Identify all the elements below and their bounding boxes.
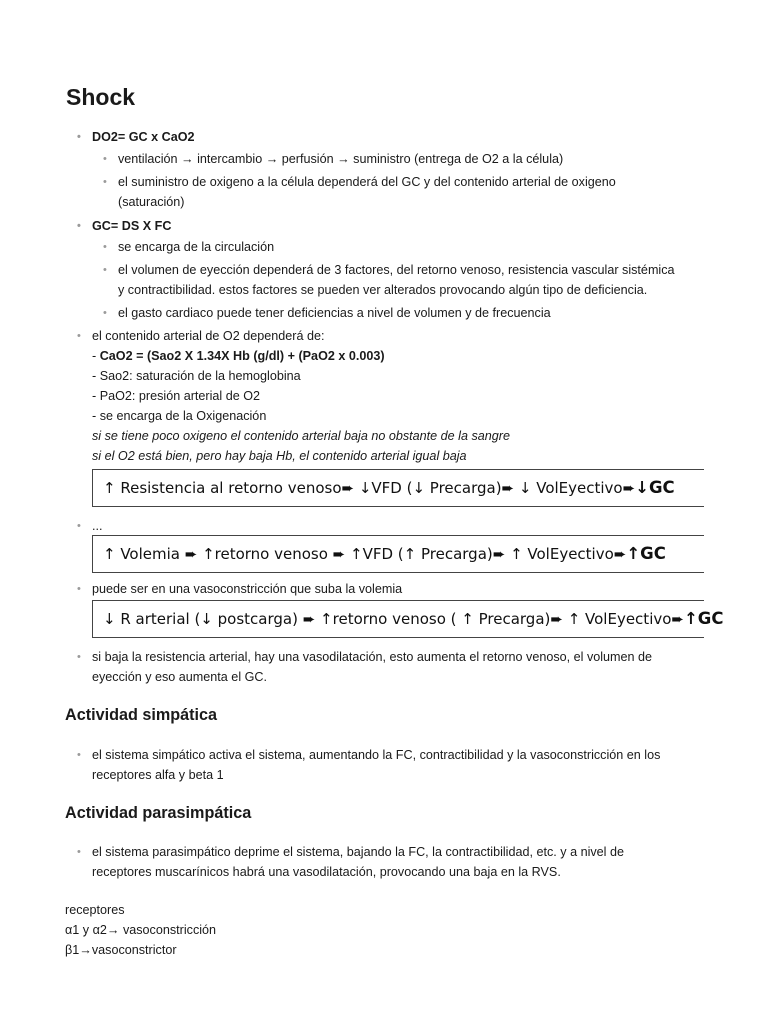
text-line: receptores alfa y beta 1 — [92, 768, 224, 782]
flow-box-r-arterial — [92, 600, 724, 638]
flow-box-volemia — [92, 535, 704, 573]
gc-result: ↓GC — [635, 478, 675, 497]
bullet-do2-formula: • DO2= GC x CaO2 — [92, 127, 712, 147]
flow-box-resistencia — [92, 469, 704, 507]
text-line: • el suministro de oxigeno a la célula dependerá del GC y del contenido arterial de oxigeno — [118, 175, 616, 189]
cao2-formula: CaO2 = (Sao2 X 1.34X Hb (g/dl) + (PaO2 x 0.003) — [99, 349, 385, 363]
text-line: • si baja la resistencia arterial, hay una vasodilatación, esto aumenta el retorno venoso, el volumen de — [92, 650, 653, 664]
page-title: Shock — [66, 84, 136, 110]
bullet-parasimpatico — [92, 842, 712, 882]
bullet-suministro — [118, 172, 713, 212]
flow-text: ↑ Resistencia al retorno venoso➨ ↓VFD (↓ Precarga)➨ ↓ VolEyectivo➨ — [103, 479, 636, 497]
dash: - — [92, 349, 100, 363]
bullet-gc-formula: • GC= DS X FC — [92, 216, 712, 236]
text-line: - Sao2: saturación de la hemoglobina — [92, 369, 301, 383]
text-line: y contractibilidad. estos factores se pueden ver alterados provocando algún tipo de deficiencia. — [118, 283, 648, 297]
bullet-gasto-cardiaco: • el gasto cardiaco puede tener deficiencias a nivel de volumen y de frecuencia — [118, 303, 713, 323]
flow-text: ↓ R arterial (↓ postcarga) ➨ ↑retorno venoso ( ↑ Precarga)➨ ↑ VolEyectivo➨ — [103, 610, 684, 628]
bullet-vasoconstriccion: • puede ser en una vasoconstricción que suba la volemia — [92, 579, 712, 599]
text-line: receptores muscarínicos habrá una vasodilatación, provocando una baja en la RVS. — [92, 865, 561, 879]
bullet-ventilacion: • ventilación → intercambio → perfusión → suministro (entrega de O2 a la célula) — [118, 149, 713, 169]
italic-note: si el O2 está bien, pero hay baja Hb, el contenido arterial igual baja — [92, 449, 467, 463]
gc-result: ↑GC — [626, 544, 666, 563]
text-line: - se encarga de la Oxigenación — [92, 409, 267, 423]
text-line: α1 y α2→ vasoconstricción — [65, 923, 217, 937]
text-line — [92, 346, 712, 366]
text-line: • el sistema parasimpático deprime el sistema, bajando la FC, la contractibilidad, etc. y a nivel de — [92, 845, 624, 859]
text-line: β1→vasoconstrictor — [65, 943, 177, 957]
text-line: eyección y eso aumenta el GC. — [92, 670, 268, 684]
bullet-contenido-arterial — [92, 326, 712, 466]
text-line: - PaO2: presión arterial de O2 — [92, 389, 260, 403]
text-line: • el volumen de eyección dependerá de 3 factores, del retorno venoso, resistencia vascular sistémica — [118, 263, 675, 277]
bullet-ellipsis: • ... — [92, 516, 712, 536]
text-line: • el sistema simpático activa el sistema, aumentando la FC, contractibilidad y la vasoconstricción en los — [92, 748, 661, 762]
heading-actividad-parasimpatica: Actividad parasimpática — [65, 804, 252, 822]
bullet-baja-resistencia — [92, 647, 712, 687]
text-line: receptores — [65, 903, 125, 917]
bullet-circulacion: • se encarga de la circulación — [118, 237, 713, 257]
gc-result: ↑GC — [683, 609, 724, 628]
bullet-volumen-eyeccion — [118, 260, 713, 300]
heading-actividad-simpatica: Actividad simpática — [65, 706, 218, 724]
text-line: (saturación) — [118, 195, 185, 209]
bullet-simpatico — [92, 745, 712, 785]
italic-note: si se tiene poco oxigeno el contenido arterial baja no obstante de la sangre — [92, 429, 510, 443]
receptores-block — [65, 900, 216, 960]
flow-text: ↑ Volemia ➨ ↑retorno venoso ➨ ↑VFD (↑ Precarga)➨ ↑ VolEyectivo➨ — [103, 545, 627, 563]
text-line: • el contenido arterial de O2 dependerá de: — [92, 329, 325, 343]
